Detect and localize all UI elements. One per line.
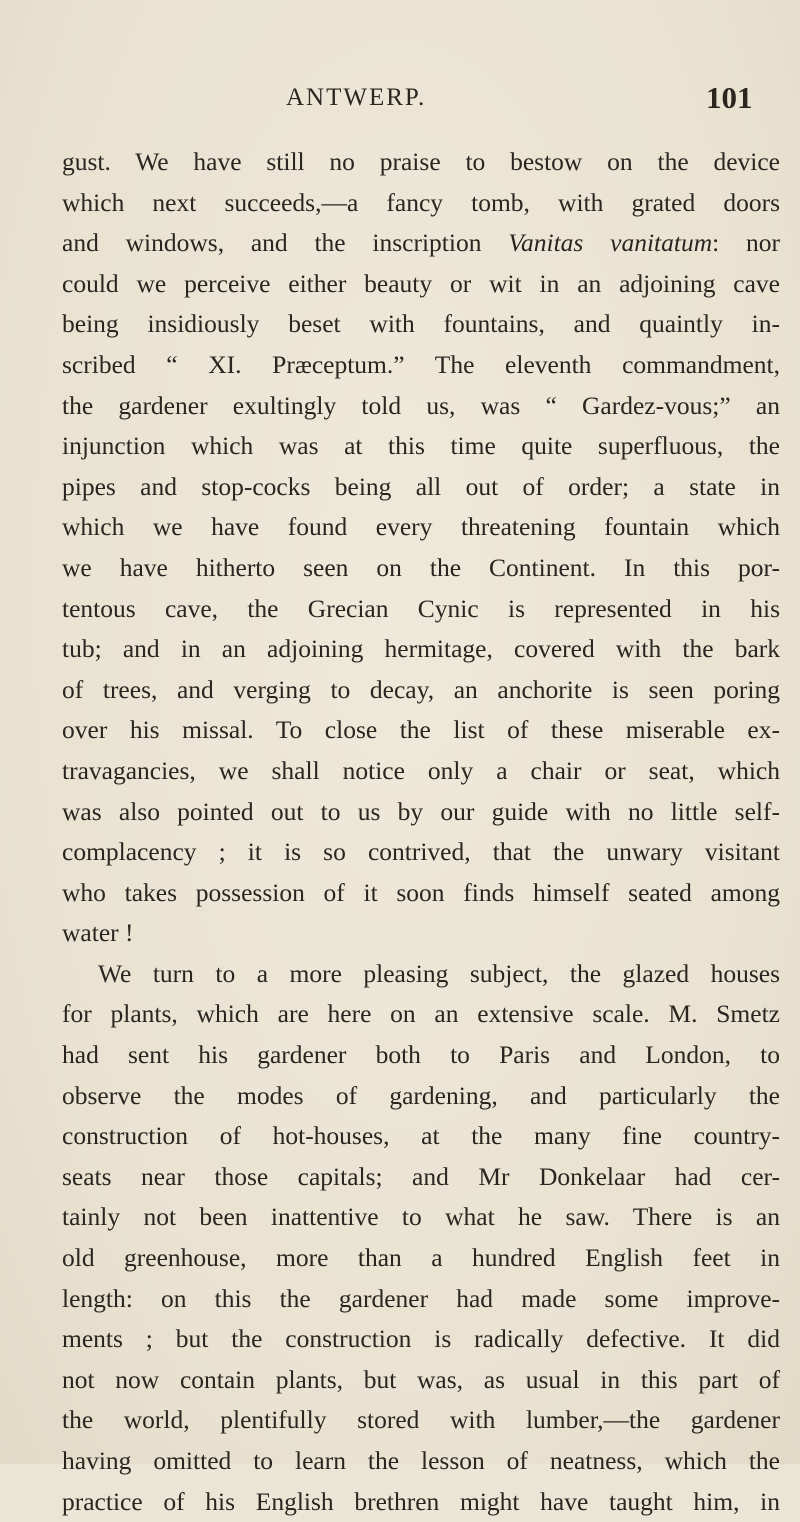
page-number: 101	[706, 80, 753, 115]
paragraph-start-line: We turn to a more pleasing subject, the glazed houses	[98, 958, 780, 988]
text-line: observe the modes of gardening, and particularly the	[62, 1080, 780, 1110]
text-line: tentous cave, the Grecian Cynic is represented in his	[62, 593, 780, 623]
text-line: the world, plentifully stored with lumber,—the gardener	[62, 1405, 780, 1435]
text-line: who takes possession of it soon finds himself seated among	[62, 877, 780, 907]
text-line: which next succeeds,—a fancy tomb, with grated doors	[62, 187, 780, 217]
text-line: length: on this the gardener had made some improve-	[62, 1283, 780, 1313]
text-line: which we have found every threatening fountain which	[62, 512, 780, 542]
text-line: complacency ; it is so contrived, that the unwary visitant	[62, 837, 780, 867]
latin-inscription: Vanitas vanitatum	[508, 228, 713, 258]
text-line: practice of his English brethren might have taught him, in	[62, 1486, 780, 1516]
text-line: construction of hot-houses, at the many fine country-	[62, 1121, 780, 1151]
text-line: injunction which was at this time quite superfluous, the	[62, 431, 780, 461]
body-text	[62, 142, 780, 1522]
text-line: ments ; but the construction is radically defective. It did	[62, 1324, 780, 1354]
text-line: tainly not been inattentive to what he saw. There is an	[62, 1202, 780, 1232]
text-line: gust. We have still no praise to bestow on the device	[62, 147, 780, 176]
text-line: the gardener exultingly told us, was “ Gardez-vous;” an	[62, 390, 780, 420]
text-line: had sent his gardener both to Paris and London, to	[62, 1040, 780, 1070]
text-line: could we perceive either beauty or wit in an adjoining cave	[62, 268, 780, 298]
text-line: and windows, and the inscription Vanitas vanitatum: nor	[62, 228, 781, 258]
text-line: tub; and in an adjoining hermitage, covered with the bark	[62, 634, 780, 664]
text-line: not now contain plants, but was, as usual in this part of	[62, 1364, 780, 1394]
text-line: old greenhouse, more than a hundred English feet in	[62, 1243, 780, 1273]
text-line: for plants, which are here on an extensive scale. M. Smetz	[62, 999, 780, 1029]
text-line: of trees, and verging to decay, an anchorite is seen poring	[62, 674, 780, 704]
text-line: over his missal. To close the list of these miserable ex-	[62, 715, 780, 745]
text-line: being insidiously beset with fountains, and quaintly in-	[62, 309, 780, 339]
running-head	[0, 80, 800, 124]
text-line: scribed “ XI. Præceptum.” The eleventh commandment,	[62, 349, 780, 379]
text-line: seats near those capitals; and Mr Donkelaar had cer-	[62, 1161, 780, 1191]
text-line: we have hitherto seen on the Continent. In this por-	[62, 552, 780, 582]
text-line: pipes and stop-cocks being all out of order; a state in	[62, 471, 780, 501]
text-line: water !	[62, 918, 134, 948]
text-line: travagancies, we shall notice only a chair or seat, which	[62, 755, 780, 785]
running-title: ANTWERP.	[286, 84, 427, 111]
text-line: having omitted to learn the lesson of neatness, which the	[62, 1446, 780, 1475]
text-line: was also pointed out to us by our guide with no little self-	[62, 796, 780, 826]
